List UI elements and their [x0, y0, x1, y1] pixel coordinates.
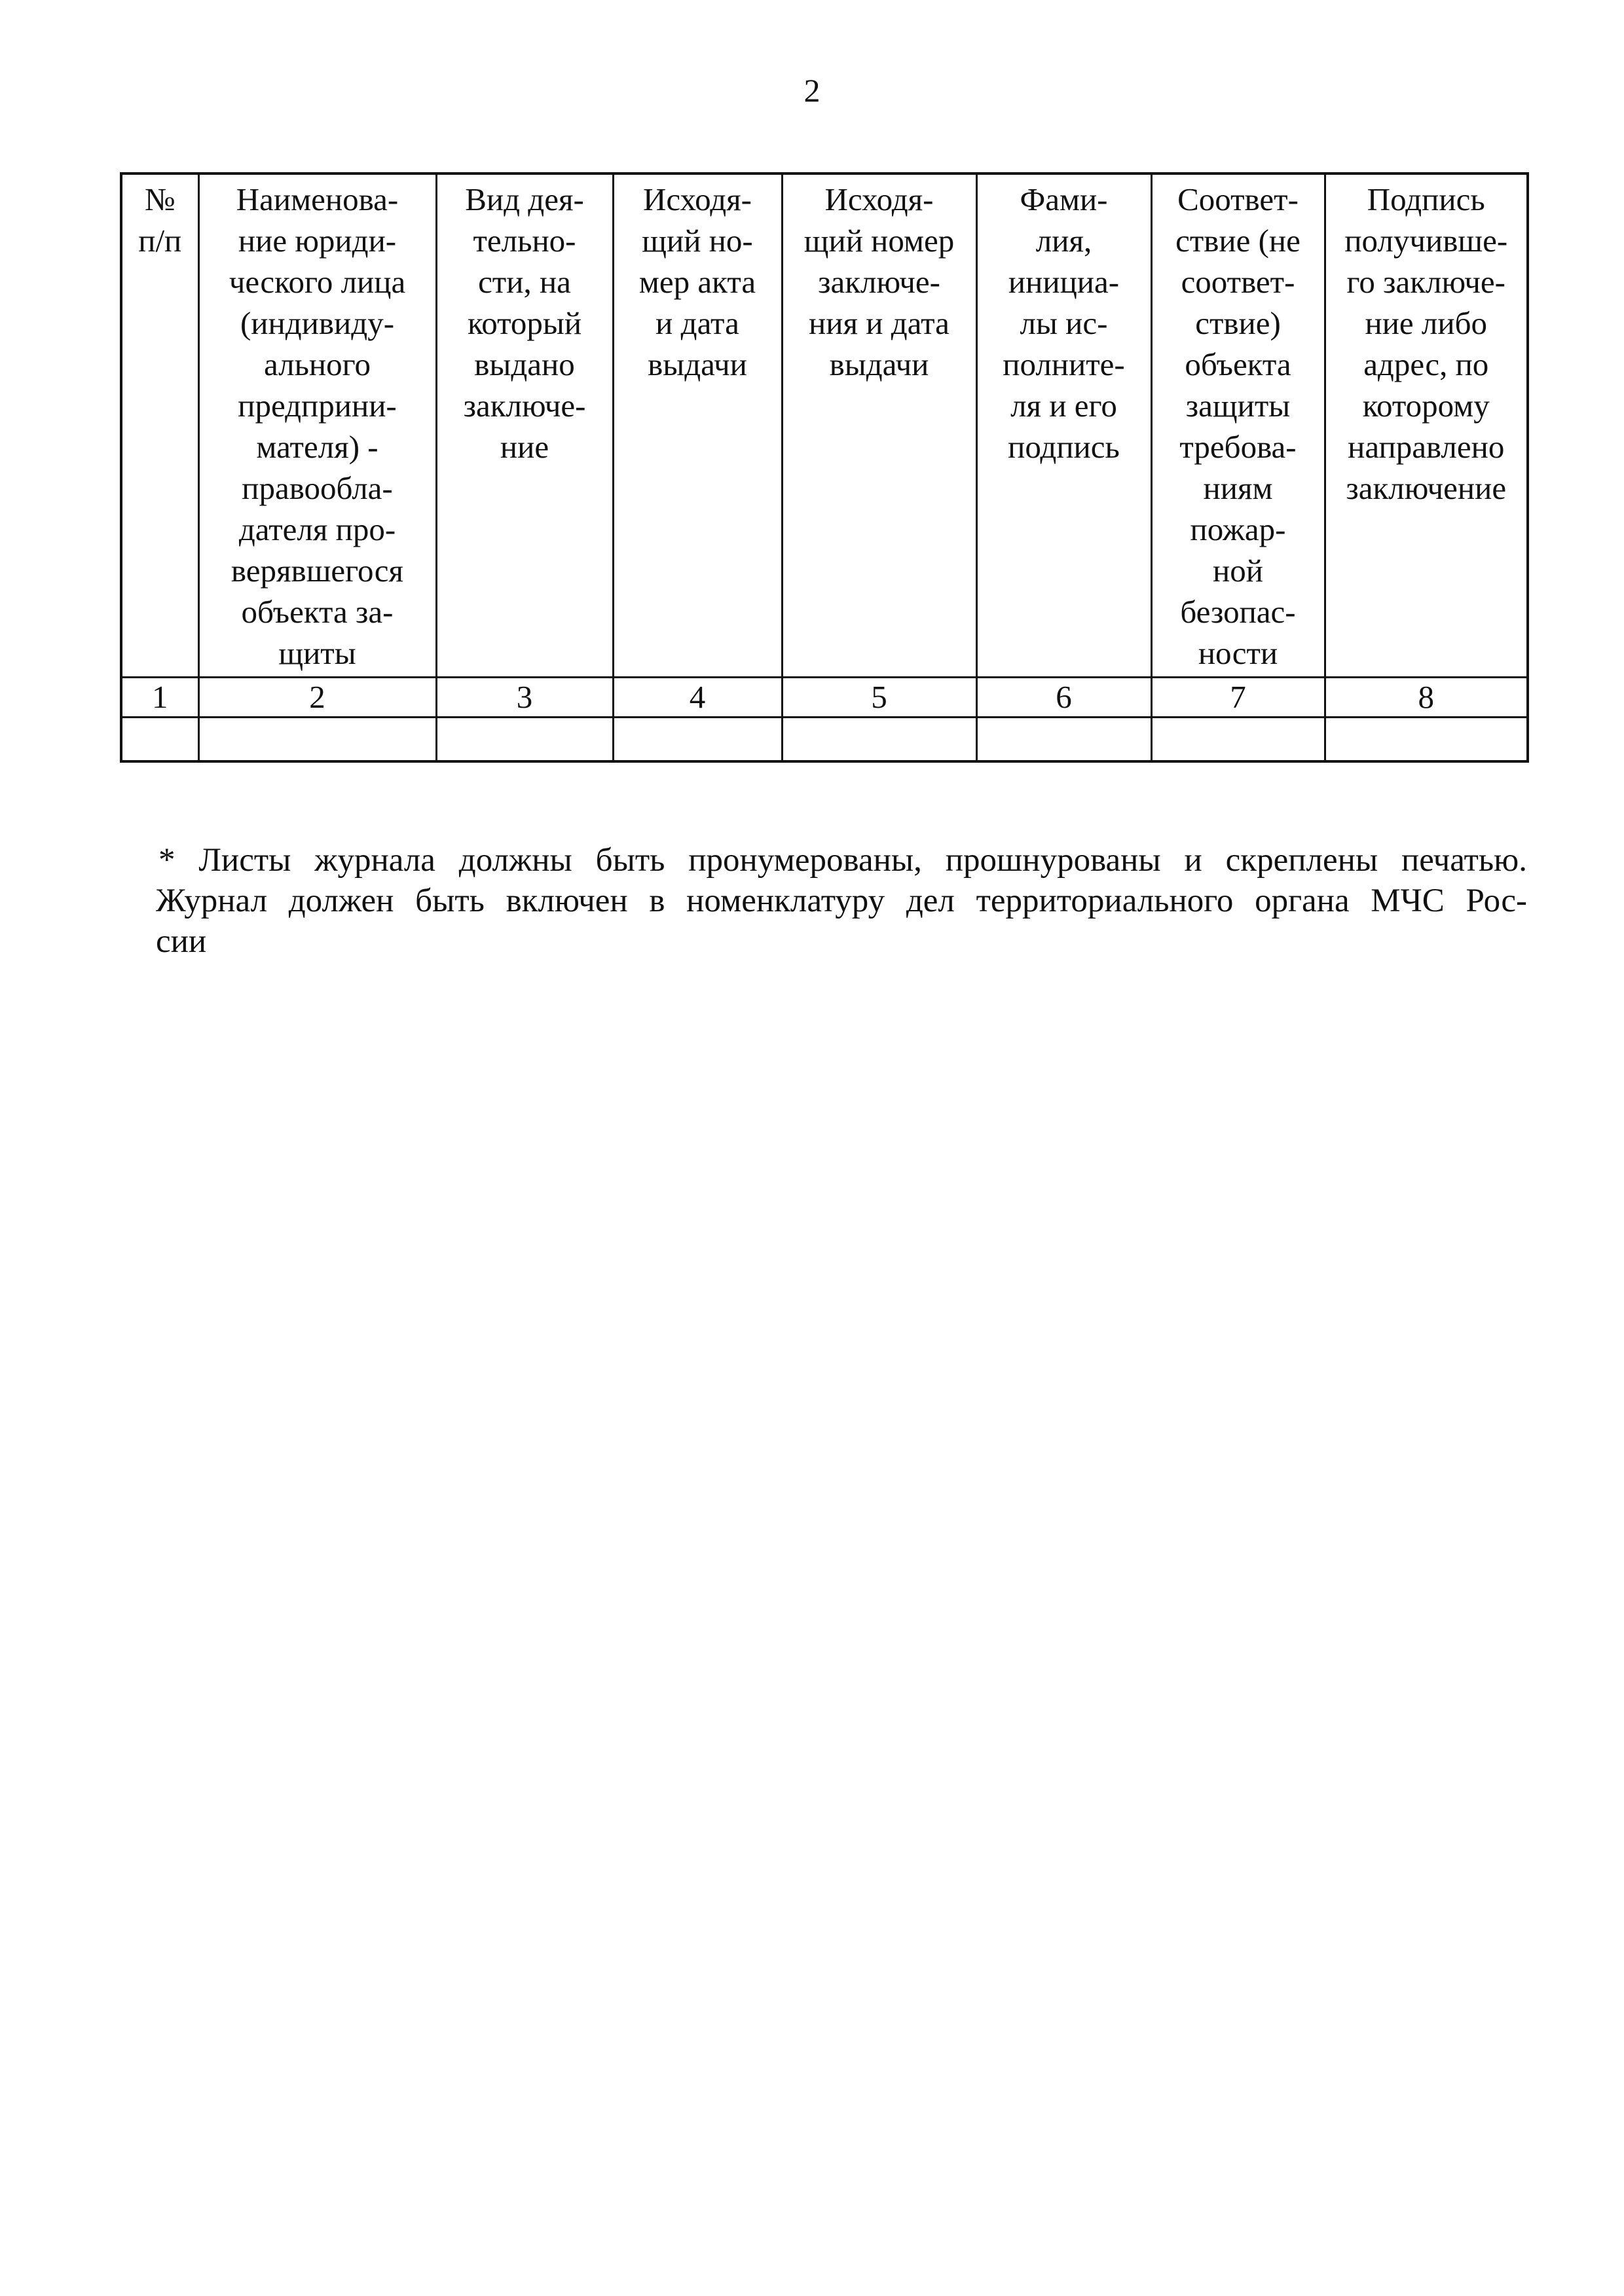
header-line: соответ- [1181, 264, 1295, 300]
header-line: и дата [655, 305, 739, 341]
header-line: правообла- [242, 470, 393, 506]
empty-cell [613, 718, 782, 762]
header-line: тельно- [473, 223, 576, 259]
header-line: заключение [1346, 470, 1507, 506]
header-line: ние либо [1365, 305, 1488, 341]
header-line: подпись [1008, 429, 1120, 465]
header-line: Подпись [1367, 181, 1485, 217]
header-line: верявшегося [231, 553, 404, 589]
empty-cell [436, 718, 613, 762]
header-cell-activity-type [436, 173, 613, 678]
empty-cell [121, 718, 198, 762]
header-line: требова- [1179, 429, 1297, 465]
header-line: Исходя- [643, 181, 752, 217]
table-header-row [121, 173, 1528, 678]
header-line: ческого лица [229, 264, 406, 300]
header-line: выдачи [648, 346, 747, 382]
footnote-line: сии [156, 923, 207, 960]
header-line: сти, на [478, 264, 571, 300]
header-line: ние юриди- [238, 223, 397, 259]
header-line: щиты [278, 635, 356, 671]
header-cell-recipient-signature [1325, 173, 1528, 678]
header-line: Наименова- [236, 181, 399, 217]
header-line: Исходя- [824, 181, 934, 217]
header-cell-legal-entity [198, 173, 436, 678]
header-line: № [144, 181, 175, 217]
column-number-cell: 5 [782, 678, 976, 718]
header-line: ствие) [1195, 305, 1281, 341]
header-line: дателя про- [238, 511, 396, 547]
header-line: объекта [1185, 346, 1291, 382]
header-line: ниям [1203, 470, 1273, 506]
header-line: лия, [1035, 223, 1092, 259]
header-line: щий номер [803, 223, 955, 259]
column-number-row [121, 678, 1528, 718]
header-line: адрес, по [1363, 346, 1489, 382]
header-line: Фами- [1020, 181, 1108, 217]
header-line: заключе- [463, 388, 586, 424]
column-number-cell: 1 [121, 678, 198, 718]
header-line: защиты [1185, 388, 1291, 424]
header-line: ствие (не [1175, 223, 1301, 259]
header-line: мателя) - [256, 429, 378, 465]
header-line: ля и его [1010, 388, 1117, 424]
header-line: направлено [1348, 429, 1505, 465]
footnote-line: Журнал должен быть включен в номенклатуру дел территориального органа МЧС Рос- [156, 883, 1527, 919]
header-line: пожар- [1190, 511, 1286, 547]
header-line: ности [1198, 635, 1278, 671]
header-line: полните- [1003, 346, 1125, 382]
header-line: щий но- [642, 223, 753, 259]
header-line: мер акта [638, 264, 756, 300]
header-line: ние [500, 429, 549, 465]
header-line: ального [263, 346, 371, 382]
header-cell-act-number [613, 173, 782, 678]
page-number: 2 [803, 72, 821, 109]
header-line: безопас- [1180, 594, 1296, 630]
header-line: который [467, 305, 582, 341]
empty-cell [782, 718, 976, 762]
header-line: инициа- [1008, 264, 1120, 300]
column-number-cell: 3 [436, 678, 613, 718]
empty-cell [198, 718, 436, 762]
header-cell-number [121, 173, 198, 678]
empty-cell [976, 718, 1151, 762]
column-number-cell: 4 [613, 678, 782, 718]
header-line: выдано [474, 346, 575, 382]
header-line: ния и дата [809, 305, 950, 341]
header-line: Вид дея- [465, 181, 584, 217]
header-line: ной [1213, 553, 1263, 589]
header-line: предприни- [238, 388, 397, 424]
journal-table [120, 172, 1529, 763]
header-cell-compliance [1151, 173, 1325, 678]
column-number-cell: 6 [976, 678, 1151, 718]
column-number-cell: 2 [198, 678, 436, 718]
header-cell-executor [976, 173, 1151, 678]
header-line: (индивиду- [240, 305, 395, 341]
empty-entry-row [121, 718, 1528, 762]
header-line: которому [1362, 388, 1490, 424]
header-line: лы ис- [1020, 305, 1108, 341]
header-line: выдачи [829, 346, 929, 382]
header-line: п/п [138, 223, 182, 259]
column-number-cell: 8 [1325, 678, 1528, 718]
header-line: заключе- [818, 264, 940, 300]
column-number-cell: 7 [1151, 678, 1325, 718]
empty-cell [1325, 718, 1528, 762]
header-line: го заключе- [1346, 264, 1505, 300]
empty-cell [1151, 718, 1325, 762]
header-cell-conclusion-number [782, 173, 976, 678]
header-line: объекта за- [241, 594, 394, 630]
header-line: получивше- [1344, 223, 1508, 259]
footnote [158, 840, 1527, 962]
header-line: Соответ- [1177, 181, 1299, 217]
footnote-line: * Листы журнала должны быть пронумерованы, прошнурованы и скреплены печатью. [158, 842, 1527, 879]
